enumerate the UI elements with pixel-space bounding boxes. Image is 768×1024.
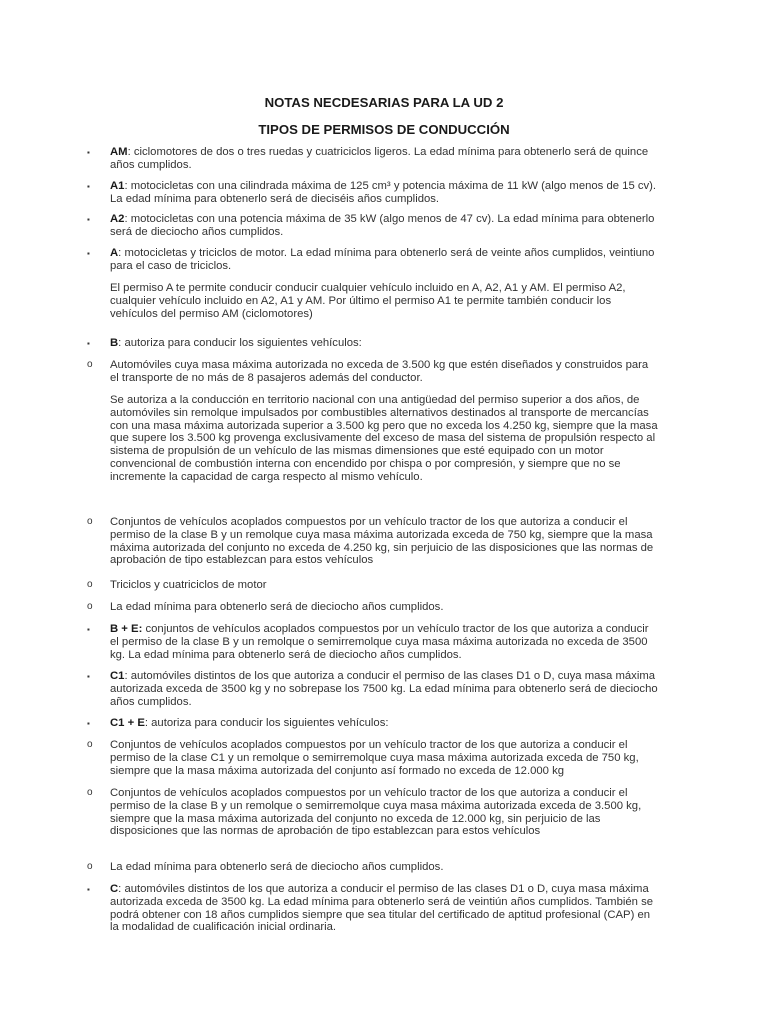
- document-subtitle: TIPOS DE PERMISOS DE CONDUCCIÓN: [258, 122, 510, 137]
- license-label: C1: [110, 670, 125, 682]
- sub-item-text: Conjuntos de vehículos acoplados compuestos por un vehículo tractor de los que autoriza a conducir el permiso de la clase C1 y un remolque o semirremolque cuya masa máxima autorizada exceda de 750 kg, siempre que la masa máxima autorizada del conjunto así formado no exceda de 12.000 kg: [110, 739, 639, 777]
- license-label: A1: [110, 180, 125, 192]
- sub-item-text: Triciclos y cuatriciclos de motor: [110, 579, 267, 591]
- license-label: A2: [110, 213, 125, 225]
- sub-item-text: Conjuntos de vehículos acoplados compuestos por un vehículo tractor de los que autoriza a conducir el permiso de la clase B y un remolque cuya masa máxima autorizada exceda de 750 kg, siempre que la masa máxima autorizada del conjunto no exceda de 4.250 kg, sin perjuicio de las disposiciones que las normas de aprobación de tipo establezcan para estos vehículos: [110, 516, 654, 567]
- license-label: AM: [110, 146, 128, 158]
- square-bullet-icon: ▪: [87, 625, 90, 634]
- square-bullet-icon: ▪: [87, 249, 90, 258]
- list-item-text: A2: motocicletas con una potencia máxima de 35 kW (algo menos de 47 cv). La edad mínima para obtenerlo será de dieciocho años cumplidos.: [110, 213, 655, 238]
- license-label: B + E:: [110, 623, 143, 635]
- square-bullet-icon: ▪: [87, 182, 90, 191]
- list-item-text: B + E: conjuntos de vehículos acoplados compuestos por un vehículo tractor de los que autoriza a conducir el permiso de la clase B y un remolque o semirremolque cuya masa máxima autorizada no exceda de 3500 kg. La edad mínima para obtenerlo será de dieciocho años cumplidos.: [110, 623, 649, 661]
- license-label: A: [110, 247, 119, 259]
- paragraph-a-permissions: El permiso A te permite conducir conducir cualquier vehículo incluido en A, A2, A1 y AM. El permiso A2, cualquier vehículo incluido en A2, A1 y AM. Por último el permiso A1 te permite también conducir los vehículos del permiso AM (ciclomotores): [110, 282, 626, 320]
- square-bullet-icon: ▪: [87, 215, 90, 224]
- list-item-text: A1: motocicletas con una cilindrada máxima de 125 cm³ y potencia máxima de 11 kW (algo menos de 15 cv). La edad mínima para obtenerlo será de dieciséis años cumplidos.: [110, 180, 657, 205]
- license-label: B: [110, 337, 119, 349]
- list-item-text: C: automóviles distintos de los que autoriza a conducir el permiso de las clases D1 o D, cuya masa máxima autorizada exceda de 3500 kg. La edad mínima para obtenerlo será de veintiún años cumplidos. También se podrá obtener con 18 años cumplidos siempre que sea titular del certificado de aptitud profesional (CAP) en la modalidad de cualificación inicial ordinaria.: [110, 883, 654, 934]
- sub-item-text: La edad mínima para obtenerlo será de dieciocho años cumplidos.: [110, 861, 444, 873]
- document-title: NOTAS NECDESARIAS PARA LA UD 2: [264, 95, 504, 110]
- circle-bullet-icon: o: [87, 787, 93, 798]
- circle-bullet-icon: o: [87, 579, 93, 590]
- license-label: C: [110, 883, 119, 895]
- sub-item-text: Conjuntos de vehículos acoplados compuestos por un vehículo tractor de los que autoriza a conducir el permiso de la clase B y un remolque o semirremolque cuya masa máxima autorizada exceda de 3.500 kg, siempre que la masa máxima autorizada del conjunto no exceda de 12.000 kg, sin perjuicio de las disposiciones que las normas de aprobación de tipo establezcan para estos vehículos: [110, 787, 642, 838]
- circle-bullet-icon: o: [87, 739, 93, 750]
- square-bullet-icon: ▪: [87, 672, 90, 681]
- square-bullet-icon: ▪: [87, 719, 90, 728]
- circle-bullet-icon: o: [87, 861, 93, 872]
- list-item-text: B: autoriza para conducir los siguientes vehículos:: [110, 337, 362, 349]
- paragraph-alternative-fuels: Se autoriza a la conducción en territorio nacional con una antigüedad del permiso superior a dos años, de automóviles sin remolque impulsados por combustibles alternativos destinados al transporte de mercancías con una masa máxima autorizada superior a 3.500 kg pero que no exceda los 4.250 kg, siempre que la masa que supere los 3.500 kg provenga exclusivamente del exceso de masa del sistema de propulsión respecto al sistema de propulsión de un vehículo de las mismas dimensiones que esté equipado con un motor convencional de combustión interna con encendido por chispa o por compresión, y siempre que no se incremente la capacidad de carga respecto al mismo vehículo.: [110, 394, 658, 483]
- list-item-text: AM: ciclomotores de dos o tres ruedas y cuatriciclos ligeros. La edad mínima para obtenerlo será de quince años cumplidos.: [110, 146, 649, 171]
- square-bullet-icon: ▪: [87, 885, 90, 894]
- circle-bullet-icon: o: [87, 359, 93, 370]
- sub-item-text: La edad mínima para obtenerlo será de dieciocho años cumplidos.: [110, 601, 444, 613]
- list-item-text: C1 + E: autoriza para conducir los siguientes vehículos:: [110, 717, 389, 729]
- license-label: C1 + E: [110, 717, 145, 729]
- sub-item-text: Automóviles cuya masa máxima autorizada no exceda de 3.500 kg que estén diseñados y construidos para el transporte de no más de 8 pasajeros además del conductor.: [110, 359, 649, 384]
- square-bullet-icon: ▪: [87, 148, 90, 157]
- circle-bullet-icon: o: [87, 516, 93, 527]
- list-item-text: A: motocicletas y triciclos de motor. La edad mínima para obtenerlo será de veinte años cumplidos, veintiuno para el caso de triciclos.: [110, 247, 655, 272]
- list-item-text: C1: automóviles distintos de los que autoriza a conducir el permiso de las clases D1 o D, cuya masa máxima autorizada exceda de 3500 kg y no sobrepase los 7500 kg. La edad mínima para obtenerlo será de dieciocho años cumplidos.: [110, 670, 658, 708]
- circle-bullet-icon: o: [87, 601, 93, 612]
- square-bullet-icon: ▪: [87, 339, 90, 348]
